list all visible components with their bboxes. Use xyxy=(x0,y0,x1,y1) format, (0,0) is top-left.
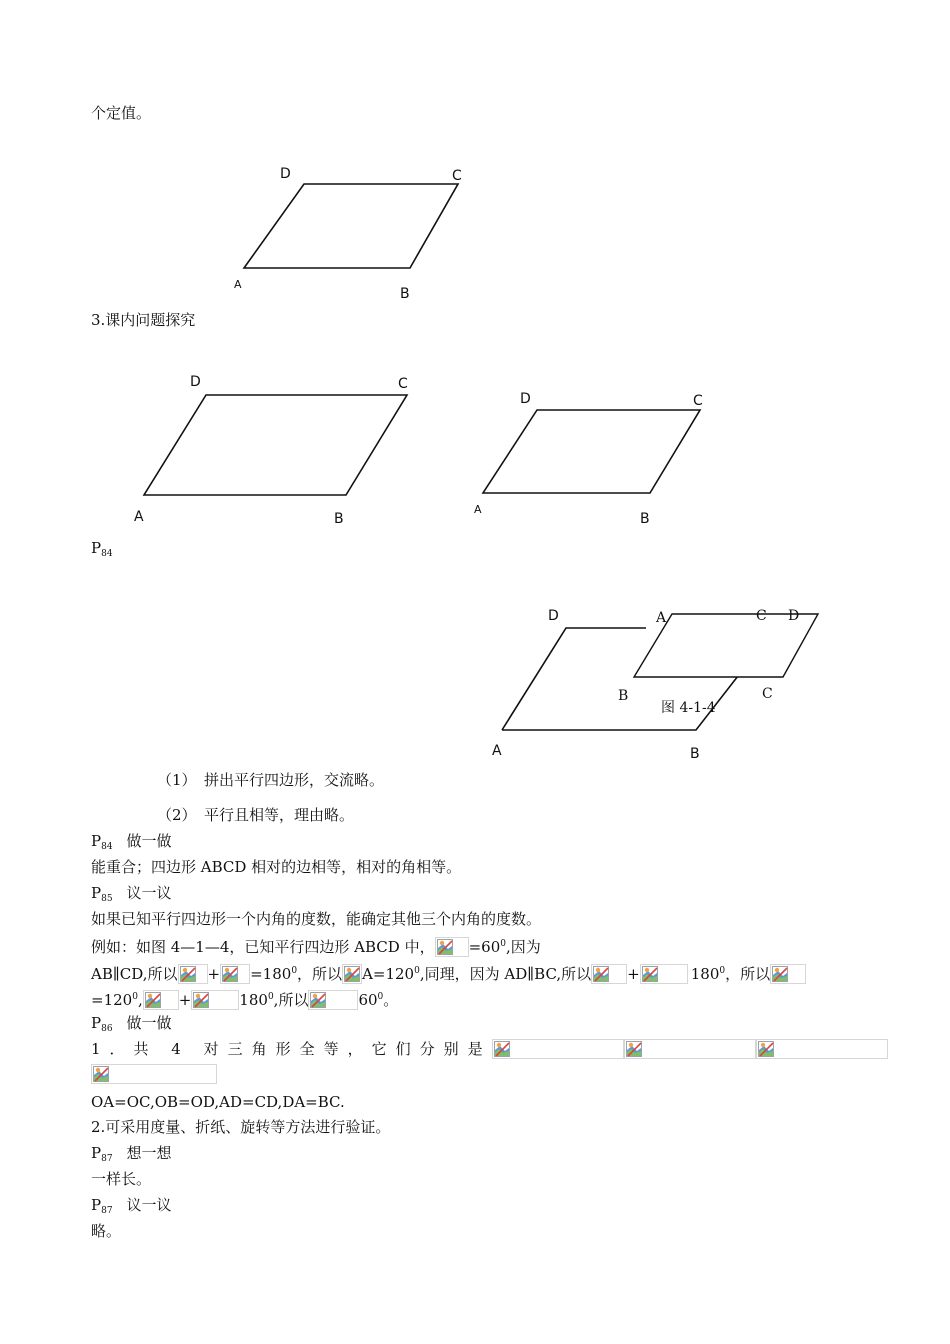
text-line: 1．共 4 对三角形全等，它们分别是 xyxy=(91,1039,888,1059)
broken-image-icon xyxy=(220,964,250,984)
vertex-label-c: C xyxy=(398,376,408,392)
figure-caption: 图 4-1-4 xyxy=(661,700,716,716)
parallelogram-figure-1 xyxy=(230,160,470,305)
text-line: 个定值。 xyxy=(91,104,152,122)
text-line: 能重合；四边形 ABCD 相对的边相等，相对的角相等。 xyxy=(91,858,462,876)
broken-image-icon xyxy=(342,964,362,984)
page-ref: $P_{84}$ 做一做 xyxy=(91,832,172,852)
text-line: （2） 平行且相等，理由略。 xyxy=(157,806,355,824)
vertex-label-d2: D xyxy=(788,608,800,624)
page-ref: $P_{87}$ 想一想 xyxy=(91,1144,172,1164)
broken-image-icon xyxy=(435,937,469,957)
parallelogram-figure-3 xyxy=(470,388,710,528)
vertex-label-d: D xyxy=(520,391,531,407)
broken-image-icon xyxy=(624,1039,756,1059)
page-ref: $P_{85}$ 议一议 xyxy=(91,884,172,904)
text-line: $=120^0$, + $180^0$,所以 $60^0$。 xyxy=(91,991,399,1009)
text-line: 如果已知平行四边形一个内角的度数，能确定其他三个内角的度数。 xyxy=(91,910,542,928)
text-line: 略。 xyxy=(91,1222,122,1240)
vertex-label-b2: B xyxy=(618,688,629,704)
vertex-label-b: B xyxy=(400,286,410,302)
vertex-label-c: C xyxy=(452,168,462,184)
text-line: 例如：如图 4—1—4，已知平行四边形 ABCD 中， $=60^0$,因为 xyxy=(91,938,541,956)
parallelogram-figure-4-1-4 xyxy=(486,600,826,765)
vertex-label-a: A xyxy=(234,278,242,291)
page-ref: $P_{84}$ xyxy=(91,539,113,559)
vertex-label-a: A xyxy=(492,743,502,759)
text-line: OA=OC,OB=OD,AD=CD,DA=BC. xyxy=(91,1093,345,1111)
broken-image-icon xyxy=(770,964,806,984)
page-ref: $P_{87}$ 议一议 xyxy=(91,1196,172,1216)
text-line: （1） 拼出平行四边形，交流略。 xyxy=(157,771,385,789)
vertex-label-d: D xyxy=(190,374,201,390)
broken-image-icon xyxy=(591,964,627,984)
broken-image-icon xyxy=(143,990,179,1010)
broken-image-icon xyxy=(191,990,239,1010)
broken-image-icon xyxy=(756,1039,888,1059)
text-line: AB∥CD,所以 + $=180^0$，所以 $A=120^0$,同理，因为 AD∥BC,所以 + $180^0$，所以 xyxy=(91,961,806,984)
vertex-label-c: C xyxy=(693,393,703,409)
text-line: 2.可采用度量、折纸、旋转等方法进行验证。 xyxy=(91,1118,391,1136)
page-ref: $P_{86}$ 做一做 xyxy=(91,1014,172,1034)
vertex-label-c: C xyxy=(762,686,773,702)
vertex-label-a: A xyxy=(134,509,144,525)
broken-image-icon xyxy=(492,1039,624,1059)
vertex-label-b: B xyxy=(640,511,650,527)
vertex-label-d: D xyxy=(280,166,291,182)
text-line: 一样长。 xyxy=(91,1170,152,1188)
vertex-label-b: B xyxy=(334,511,344,527)
vertex-label-c2: C xyxy=(756,608,767,624)
vertex-label-a: A xyxy=(474,503,482,516)
broken-image-icon xyxy=(178,964,208,984)
vertex-label-b: B xyxy=(690,746,700,762)
text-line xyxy=(91,1064,217,1084)
broken-image-icon xyxy=(640,964,688,984)
broken-image-icon xyxy=(308,990,358,1010)
vertex-label-d: D xyxy=(548,608,559,624)
broken-image-icon xyxy=(91,1064,217,1084)
parallelogram-figure-2 xyxy=(130,368,420,528)
section-heading: 3.课内问题探究 xyxy=(91,311,196,329)
vertex-label-a2: A xyxy=(656,610,667,626)
